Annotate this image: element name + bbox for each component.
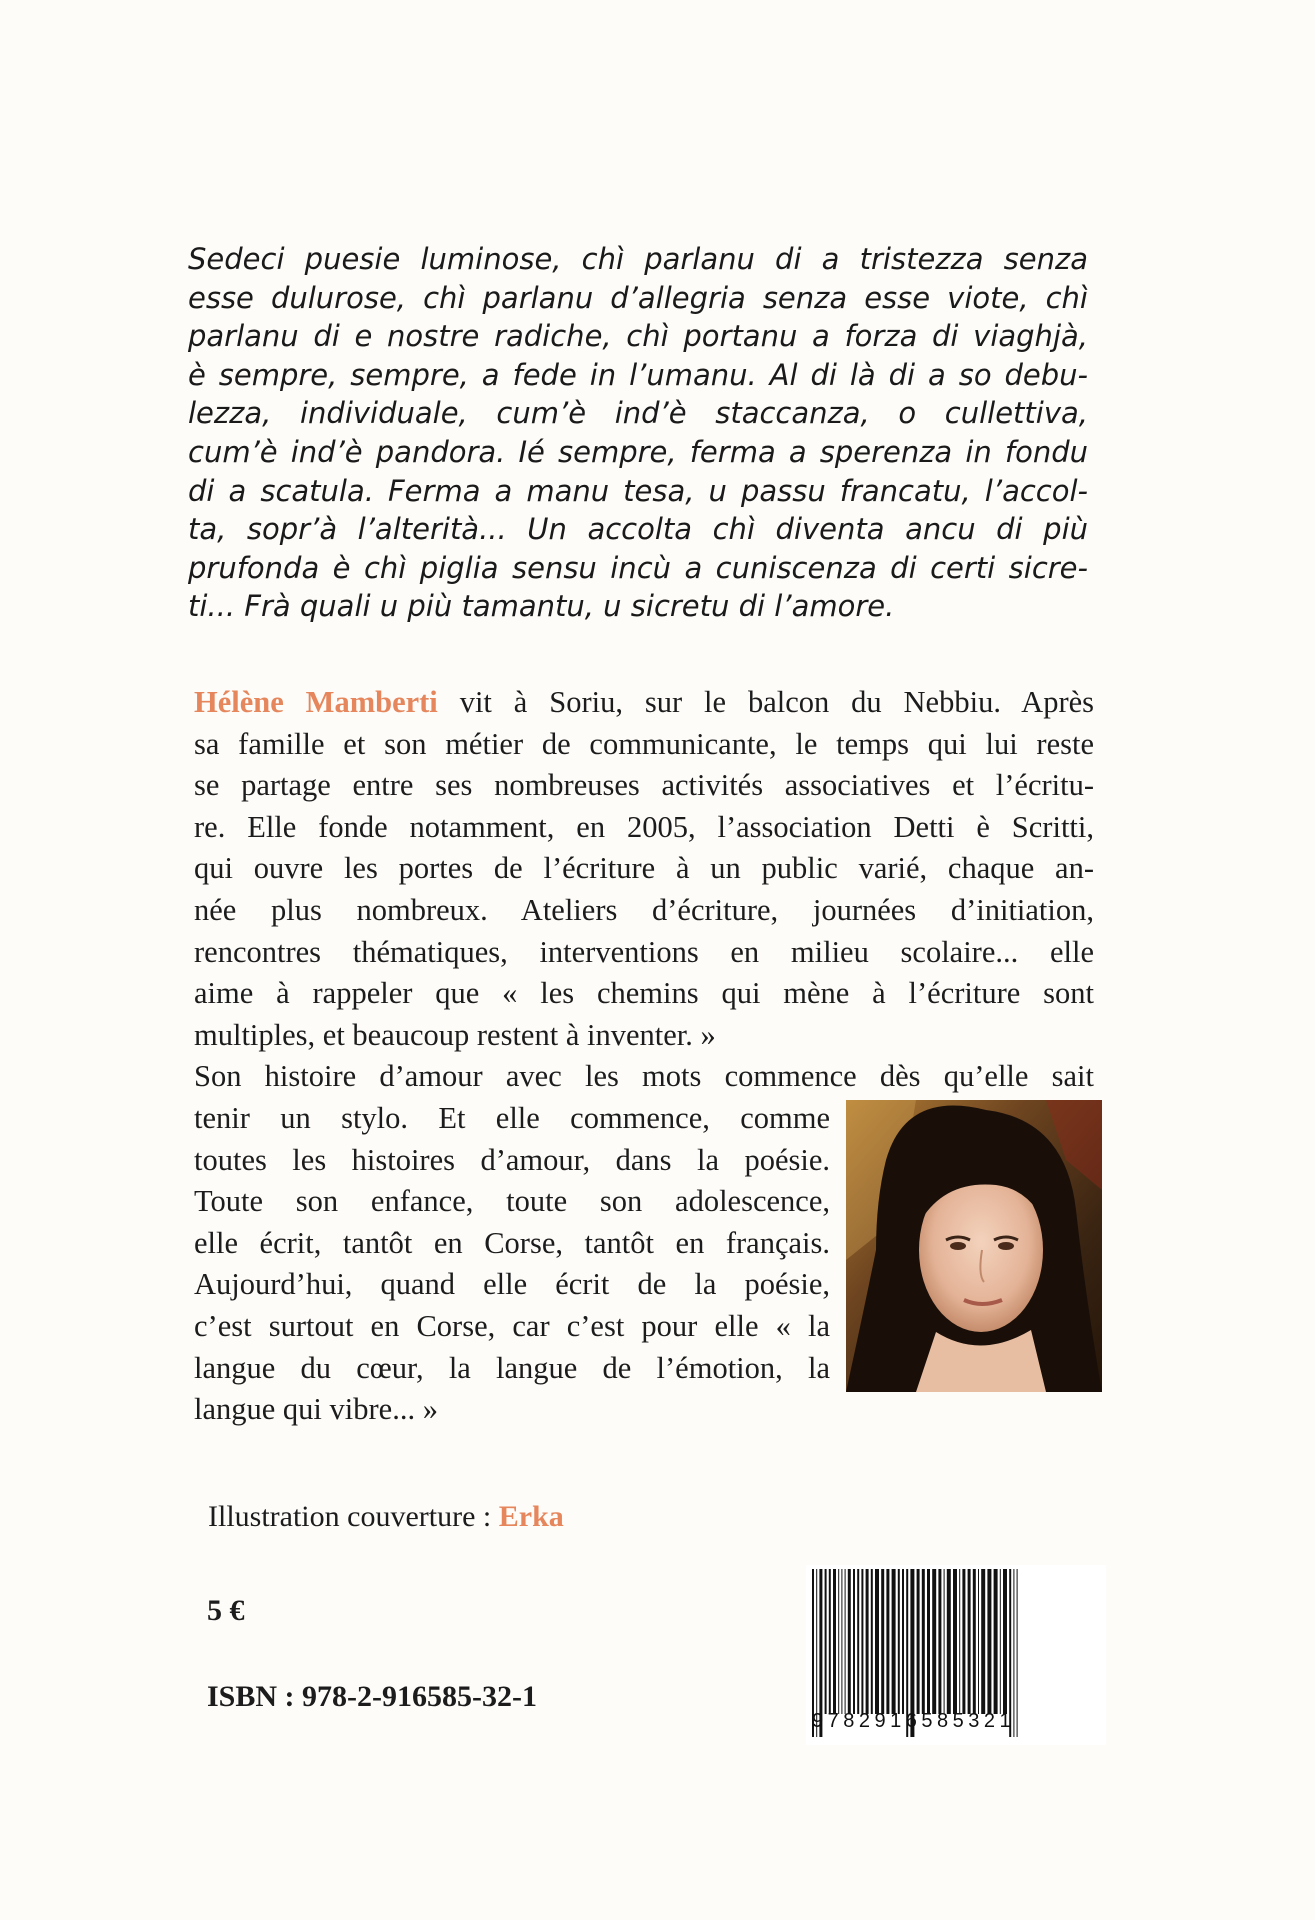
barcode-bar [857, 1569, 859, 1714]
barcode-bar [829, 1569, 831, 1714]
barcode-bar [845, 1569, 846, 1714]
intro-line: esse dulurose, chì parlanu d’allegria senza esse viote, chì [188, 280, 1088, 315]
barcode-bar [959, 1569, 960, 1714]
barcode-bar [947, 1569, 951, 1714]
barcode-bar [1000, 1569, 1001, 1714]
barcode-bar [968, 1569, 971, 1714]
barcode-bar [886, 1569, 889, 1714]
barcode-bar [841, 1569, 842, 1714]
barcode-bar [848, 1569, 851, 1714]
barcode-digits: 9782916585321 [812, 1710, 1016, 1732]
author-name: Hélène Mamberti [194, 685, 438, 719]
intro-line: parlanu di e nostre radiche, chì portanu a forza di viaghjà, [188, 319, 1088, 354]
bio-line: Toute son enfance, toute son adolescence, [194, 1184, 830, 1219]
barcode-bar [927, 1569, 930, 1714]
bio-line: elle écrit, tantôt en Corse, tantôt en français. [194, 1225, 830, 1260]
author-photo [846, 1100, 1102, 1392]
bio-line: langue du cœur, la langue de l’émotion, la [194, 1350, 830, 1385]
price: 5 € [207, 1594, 245, 1627]
intro-line: ta, sopr’à l’alterità... Un accolta chì diventa ancu di più [188, 512, 1088, 547]
barcode-bar [973, 1569, 976, 1714]
isbn: ISBN : 978-2-916585-32-1 [207, 1680, 537, 1713]
bio-line: toutes les histoires d’amour, dans la poésie. [194, 1142, 830, 1177]
bio-line: multiples, et beaucoup restent à inventer. » [194, 1017, 716, 1052]
intro-line: Sedeci puesie luminose, chì parlanu di a tristezza senza [188, 242, 1088, 276]
illustration-credit [208, 1500, 564, 1534]
intro-line: è sempre, sempre, a fede in l’umanu. Al di là di a so debu- [188, 357, 1088, 392]
illustration-artist: Erka [498, 1500, 564, 1533]
bio-line: qui ouvre les portes de l’écriture à un public varié, chaque an- [194, 851, 1094, 886]
bio-line: née plus nombreux. Ateliers d’écriture, journées d’initiation, [194, 892, 1094, 927]
barcode-bar [953, 1569, 957, 1714]
bio-line: se partage entre ses nombreuses activités associatives et l’écritu- [194, 768, 1094, 803]
barcode-bar [922, 1569, 925, 1714]
bio-line: aime à rappeler que « les chemins qui mène à l’écriture sont [194, 976, 1094, 1011]
barcode-bar [981, 1569, 985, 1714]
barcode-bar [838, 1569, 839, 1714]
bio-line [194, 682, 1094, 724]
intro-line: lezza, individuale, cum’è ind’è staccanza, o cullettiva, [188, 396, 1088, 431]
bio-first-line-text: vit à Soriu, sur le balcon du Nebbiu. Après [437, 685, 1095, 719]
author-portrait-image [846, 1100, 1102, 1392]
barcode-bar [853, 1569, 855, 1714]
barcode-bar [833, 1569, 836, 1714]
barcode-bar [898, 1569, 900, 1714]
barcode-bar [944, 1569, 945, 1714]
barcode-bar [881, 1569, 884, 1714]
barcode-bar [871, 1569, 873, 1714]
intro-line: cum’è ind’è pandora. Ié sempre, ferma a sperenza in fondu [188, 434, 1088, 469]
intro-line: di a scatula. Ferma a manu tesa, u passu francatu, l’accol- [188, 473, 1088, 508]
intro-paragraph [188, 240, 1088, 626]
intro-line: prufonda è chì piglia sensu incù a cuniscenza di certi sicre- [188, 550, 1088, 585]
barcode-bar [994, 1569, 998, 1714]
barcode-bar [962, 1569, 965, 1714]
bio-line: langue qui vibre... » [194, 1392, 438, 1427]
barcode-bar [938, 1569, 941, 1714]
intro-line: ti... Frà quali u più tamantu, u sicretu di l’amore. [188, 589, 895, 624]
illustration-label: Illustration couverture : [208, 1500, 499, 1533]
bio-line: rencontres thématiques, interventions en milieu scolaire... elle [194, 934, 1094, 969]
barcode-bar [987, 1569, 991, 1714]
barcode-bar [902, 1569, 904, 1714]
bio-line: Aujourd’hui, quand elle écrit de la poésie, [194, 1267, 830, 1302]
bio-line: tenir un stylo. Et elle commence, comme [194, 1100, 830, 1135]
barcode-bar [875, 1569, 879, 1714]
bio-line: re. Elle fonde notamment, en 2005, l’association Detti è Scritti, [194, 809, 1094, 844]
bio-line: c’est surtout en Corse, car c’est pour elle « la [194, 1308, 830, 1343]
barcode-bar [978, 1569, 979, 1714]
barcode-bar [917, 1569, 920, 1714]
barcode-bar [932, 1569, 936, 1714]
bio-line: sa famille et son métier de communicante, le temps qui lui reste [194, 726, 1094, 761]
barcode-bar [825, 1569, 827, 1714]
barcode-bar [892, 1569, 896, 1714]
barcode-bar [866, 1569, 869, 1714]
bio-line: Son histoire d’amour avec les mots commence dès qu’elle sait [194, 1059, 1094, 1094]
barcode-bar [861, 1569, 863, 1714]
barcode-bar [1003, 1569, 1007, 1714]
